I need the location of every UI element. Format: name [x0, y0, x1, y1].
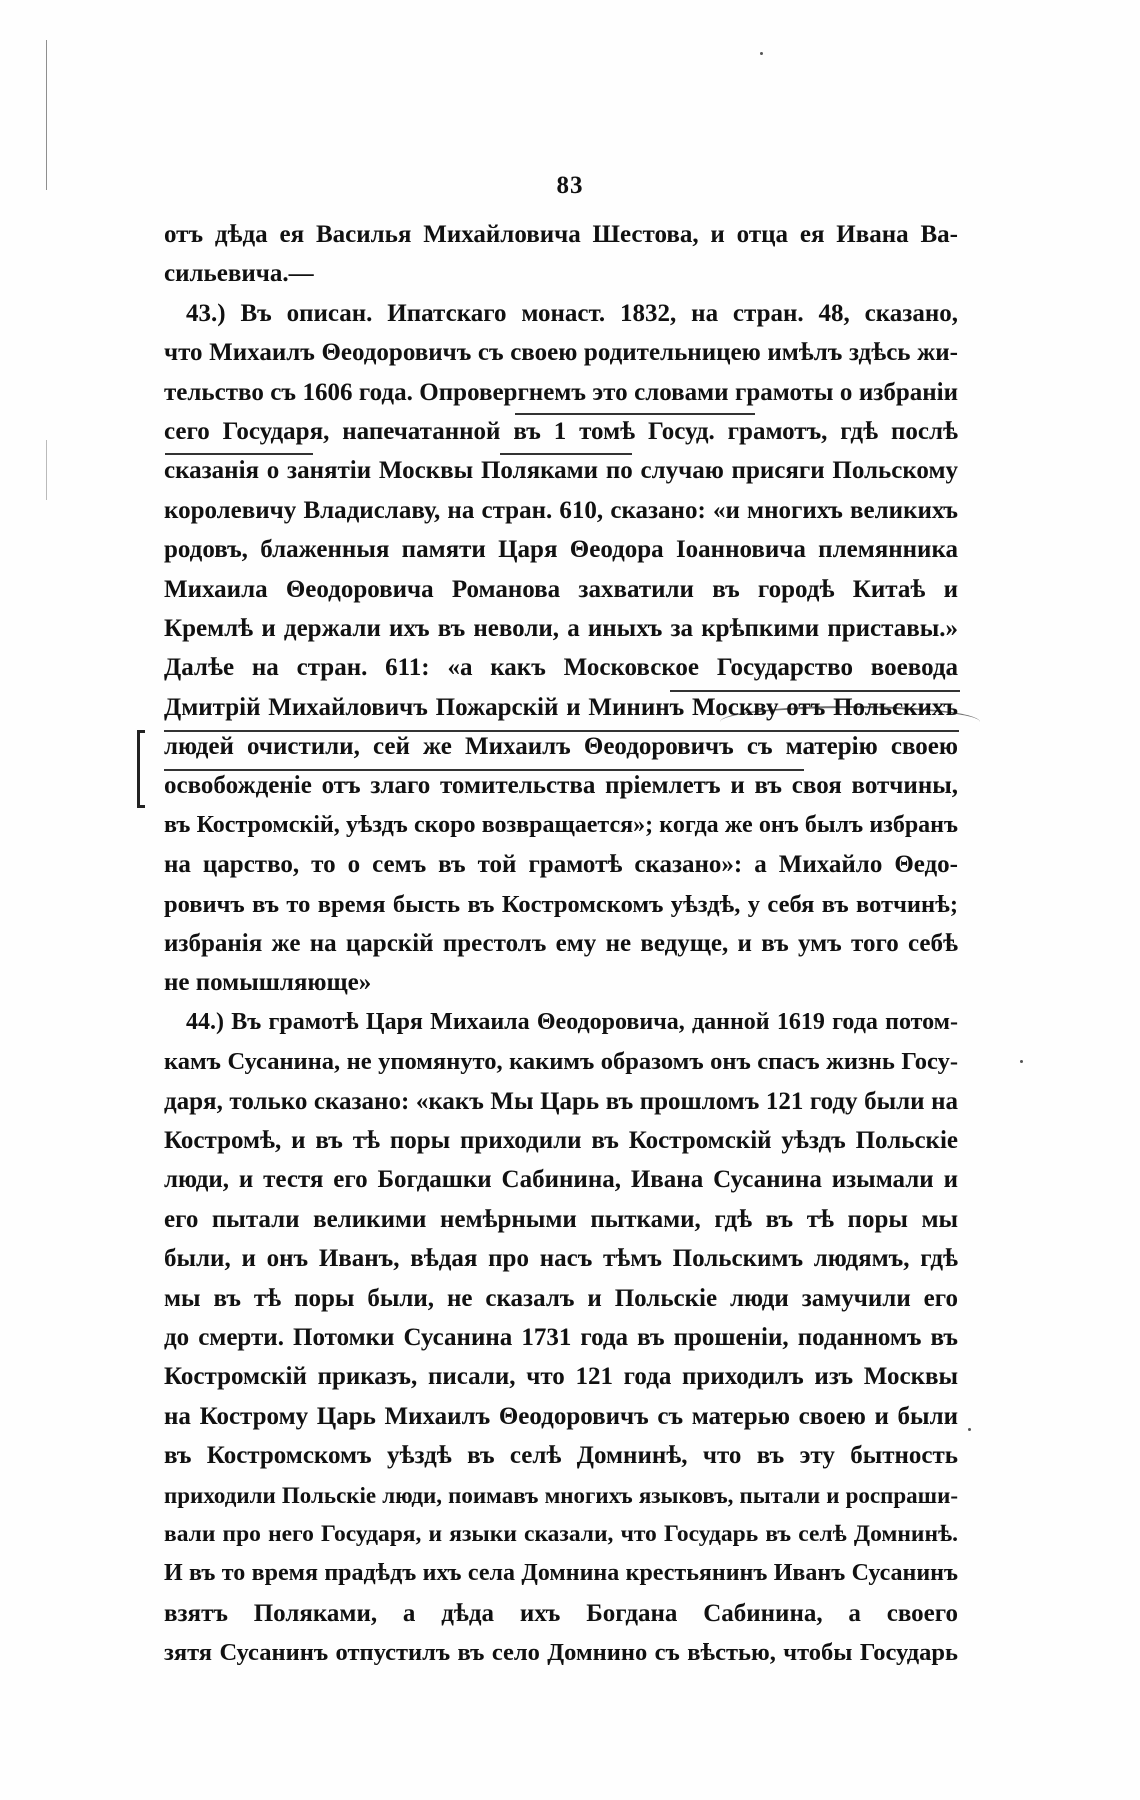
text-line: сего Государя, напечатанной въ 1 томѣ Госуд. грамотъ, гдѣ послѣ: [164, 417, 958, 445]
text-line: сильевича.—: [164, 260, 314, 288]
text-line: приходили Польскіе люди, поимавъ многихъ языковъ, пытали и роспраши-: [164, 1482, 958, 1508]
text-line: зятя Сусанинъ отпустилъ въ село Домнино съ вѣстью, чтобы Государь: [164, 1639, 958, 1667]
text-line: избранія же на царскій престолъ ему не ведуще, и въ умъ того себѣ: [164, 930, 958, 958]
text-line: не помышляюще»: [164, 969, 372, 997]
text-line: въ Костромскомъ уѣздѣ въ селѣ Домнинѣ, что въ эту бытность: [164, 1442, 958, 1470]
body-text: [164, 215, 958, 1672]
scan-speck: [968, 1428, 971, 1431]
text-line: въ Костромскій, уѣздъ скоро возвращается»; когда же онъ былъ избранъ: [164, 811, 958, 838]
text-line: королевичу Владиславу, на стран. 610, сказано: «и многихъ великихъ: [164, 496, 958, 524]
text-line: были, и онъ Иванъ, вѣдая про насъ тѣмъ Польскимъ людямъ, гдѣ: [164, 1245, 958, 1273]
text-line: людей очистили, сей же Михаилъ Θеодоровичъ съ матерію своею: [164, 733, 958, 761]
text-line: ровичъ въ то время бысть въ Костромскомъ уѣздѣ, у себя въ вотчинѣ;: [164, 890, 958, 918]
binding-edge-mark: [46, 440, 47, 500]
text-line: Кремлѣ и держали ихъ въ неволи, а иныхъ за крѣпкими приставы.»: [164, 614, 958, 642]
text-line: освобожденіе отъ злаго томительства пріемлетъ и въ своя вотчины,: [164, 772, 958, 800]
text-line: мы въ тѣ поры были, не сказалъ и Польскіе люди замучили его: [164, 1284, 958, 1312]
text-line: на царство, то о семъ въ той грамотѣ сказано»: а Михайло Θедо-: [164, 851, 958, 879]
text-line: Дмитрій Михайловичъ Пожарскій и Мининъ Москву отъ Польскихъ: [164, 693, 958, 721]
text-line: камъ Сусанина, не упомянуто, какимъ образомъ онъ спасъ жизнь Госу-: [164, 1048, 958, 1076]
text-line: даря, только сказано: «какъ Мы Царь въ прошломъ 121 году были на: [164, 1087, 958, 1115]
text-line: до смерти. Потомки Сусанина 1731 года въ прошеніи, поданномъ въ: [164, 1323, 958, 1351]
text-line: Костромѣ, и въ тѣ поры приходили въ Костромскій уѣздъ Польскіе: [164, 1126, 958, 1154]
text-line: Михаила Θеодоровича Романова захватили въ городѣ Китаѣ и: [164, 575, 958, 603]
text-line: сказанія о занятіи Москвы Поляками по случаю присяги Польскому: [164, 457, 958, 485]
text-line: Костромскій приказъ, писали, что 121 года приходилъ изъ Москвы: [164, 1363, 958, 1391]
scan-speck: [760, 52, 763, 55]
text-line: люди, и тестя его Богдашки Сабинина, Ивана Сусанина изымали и: [164, 1166, 958, 1194]
text-line: его пытали великими немѣрными пытками, гдѣ въ тѣ поры мы: [164, 1205, 958, 1233]
scan-speck: [1020, 1060, 1023, 1063]
text-line: 44.) Въ грамотѣ Царя Михаила Θеодоровича, данной 1619 года потом-: [186, 1008, 958, 1035]
text-line: вали про него Государя, и языки сказали, что Государь въ селѣ Домнинѣ.: [164, 1520, 958, 1547]
text-line: тельство съ 1606 года. Опровергнемъ это словами грамоты о избраніи: [164, 378, 958, 406]
text-line: Далѣе на стран. 611: «а какъ Московское Государство воевода: [164, 654, 958, 682]
text-line: отъ дѣда ея Василья Михайловича Шестова, и отца ея Ивана Ва-: [164, 221, 958, 248]
text-line: что Михаилъ Θеодоровичъ съ своею родительницею имѣлъ здѣсь жи-: [164, 339, 958, 367]
text-line: И въ то время прадѣдъ ихъ села Домнина крестьянинъ Иванъ Сусанинъ: [164, 1560, 958, 1587]
text-line: родовъ, блаженныя памяти Царя Θеодора Іоанновича племянника: [164, 536, 958, 564]
text-line: взятъ Поляками, а дѣда ихъ Богдана Сабинина, а своего: [164, 1599, 958, 1627]
margin-bracket-mark: [137, 730, 144, 808]
text-line: на Кострому Царь Михаилъ Θеодоровичъ съ матерью своею и были: [164, 1402, 958, 1430]
text-line: 43.) Въ описан. Ипатскаго монаст. 1832, на стран. 48, сказано,: [186, 299, 958, 327]
page-number: 83: [556, 172, 584, 199]
binding-edge-mark: [46, 40, 47, 190]
